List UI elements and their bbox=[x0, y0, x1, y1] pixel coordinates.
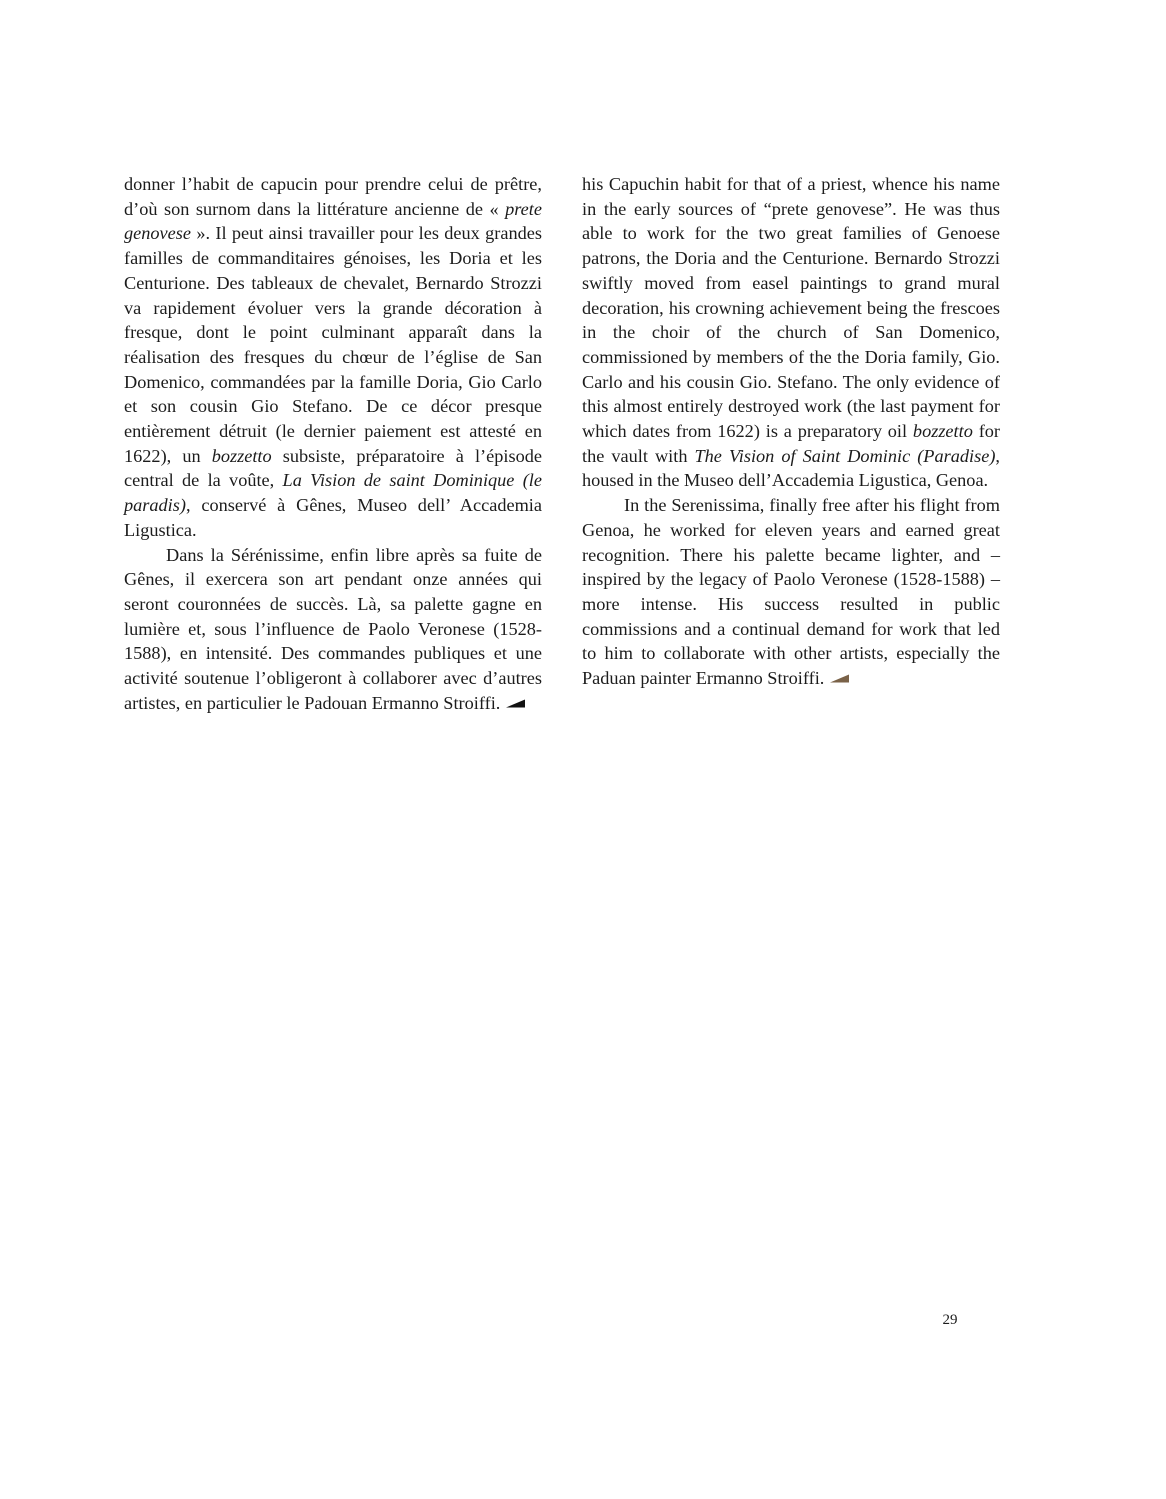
english-p1-text-c: for the vault with bbox=[582, 421, 1001, 466]
french-p1-text-c: ». Il peut ainsi travailler pour les deux grandes familles de commanditaires génoises, les Doria et les Centurione. Des tableaux de chevalet, Bernardo Strozzi va rapidement évoluer vers la grande décoration à fresque, dont le point culminant apparaît dans la réalisation des fresques du chœur de l’église de San Domenico, commandées par la famille Doria, Gio Carlo et son cousin Gio Stefano. De ce décor presque entièrement détruit (le dernier paiement est attesté en 1622), un bbox=[124, 223, 542, 466]
english-p2-text: In the Serenissima, finally free after his flight from Genoa, he worked for eleven years and earned great recognition. There his palette became lighter, and – inspired by the legacy of Paolo Veronese (1528-1588) – more intense. His success resulted in public commissions and a continual demand for work that led to him to collaborate with other artists, especially the Paduan painter Ermanno Stroiffi. bbox=[582, 495, 1000, 689]
english-p1-text-a: his Capuchin habit for that of a priest, whence his name in the early sources of “prete genovese”. He was thus able to work for the two great families of Genoese patrons, the Doria and the Centurione. Bernardo Strozzi swiftly moved from easel paintings to grand mural decoration, his crowning achievement being the frescoes in the choir of the church of San Domenico, commissioned by members of the the Doria family, Gio. Carlo and his cousin Gio. Stefano. The only evidence of this almost entirely destroyed work (the last payment for which dates from 1622) is a preparatory oil bbox=[582, 174, 1000, 442]
wedge-end-mark-icon bbox=[830, 674, 849, 683]
french-column bbox=[124, 172, 542, 715]
page-number: 29 bbox=[942, 1312, 958, 1328]
english-p1-italic-bozzetto: bozzetto bbox=[912, 421, 973, 442]
english-column bbox=[582, 172, 1000, 691]
wedge-end-mark-icon bbox=[506, 699, 525, 708]
french-p1-italic-prete-genovese: prete genovese bbox=[124, 198, 542, 244]
english-paragraph-1 bbox=[582, 172, 1000, 493]
french-p1-italic-title: La Vision de saint Dominique (le paradis) bbox=[124, 470, 542, 516]
english-paragraph-2 bbox=[582, 493, 1000, 691]
french-paragraph-2 bbox=[124, 543, 542, 716]
french-paragraph-1 bbox=[124, 172, 542, 543]
french-p1-italic-bozzetto: bozzetto bbox=[211, 445, 272, 466]
french-p1-text-g: , conservé à Gênes, Museo dell’ Accademia Ligustica. bbox=[124, 495, 542, 540]
english-p1-text-e: , housed in the Museo dell’Accademia Ligustica, Genoa. bbox=[582, 445, 1000, 491]
english-p1-italic-title: The Vision of Saint Dominic (Paradise) bbox=[694, 445, 996, 466]
french-p1-text-e: subsiste, préparatoire à l’épisode central de la voûte, bbox=[124, 445, 542, 491]
french-p2-text: Dans la Sérénissime, enfin libre après sa fuite de Gênes, il exercera son art pendant onze années qui seront couronnées de succès. Là, sa palette gagne en lumière et, sous l’influence de Paolo Veronese (1528-1588), en intensité. Des commandes publiques et une activité soutenue l’obligeront à collaborer avec d’autres artistes, en particulier le Padouan Ermanno Stroiffi. bbox=[124, 544, 542, 713]
french-p1-text-a: donner l’habit de capucin pour prendre celui de prêtre, d’où son surnom dans la littérature ancienne de « bbox=[124, 174, 542, 219]
